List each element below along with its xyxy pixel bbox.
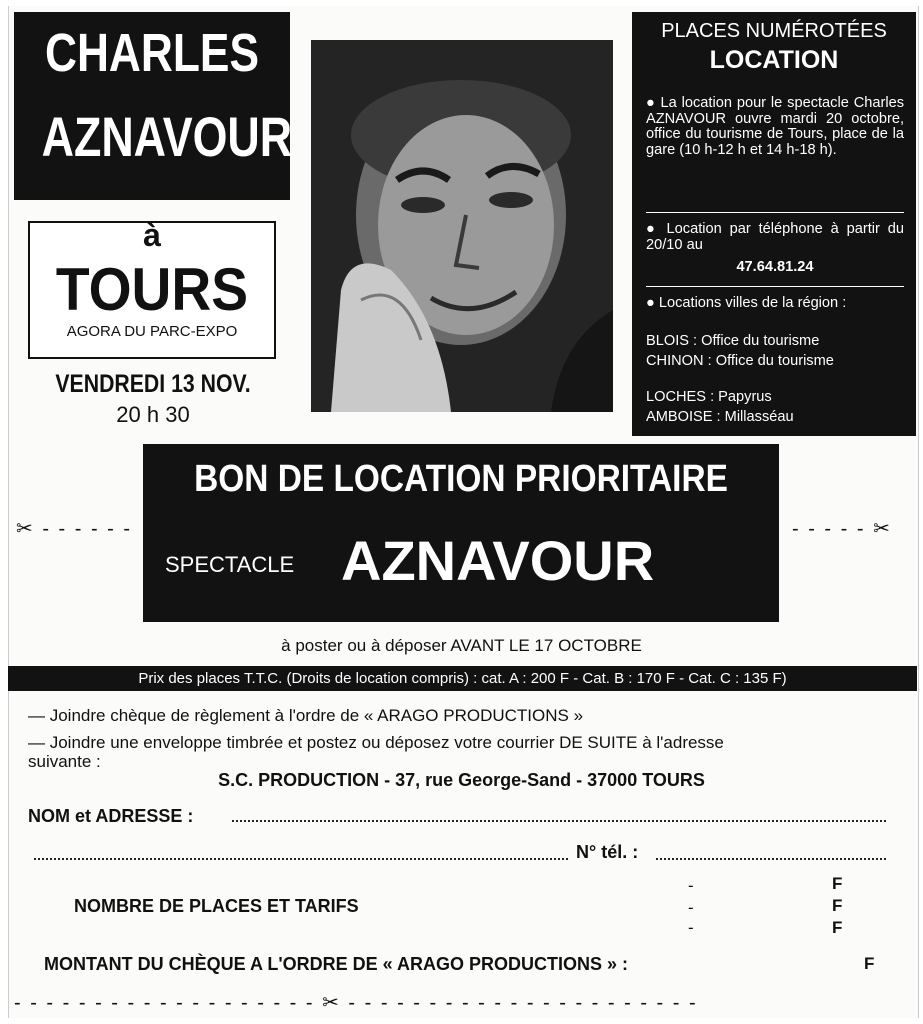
info-paragraph-region: ● Locations villes de la région : <box>646 295 847 311</box>
cut-line-left: ✂ - - - - - - <box>16 518 133 540</box>
info-phone-number: 47.64.81.24 <box>736 259 814 275</box>
postal-address: S.C. PRODUCTION - 37, rue George-Sand - 37000 TOURS <box>218 770 705 790</box>
deadline-text: à poster ou à déposer AVANT LE 17 OCTOBRE <box>281 636 642 655</box>
instruction-envelope: — Joindre une enveloppe timbrée et postez ou déposez votre courrier DE SUITE à l'adresse <box>28 733 724 752</box>
coupon-spectacle-label: SPECTACLE <box>165 552 295 577</box>
coupon-title: BON DE LOCATION PRIORITAIRE <box>194 458 728 500</box>
places-dash-2: - <box>688 898 694 917</box>
info-separator <box>646 286 904 287</box>
coupon-banner <box>143 444 779 622</box>
artist-header <box>14 12 293 200</box>
event-time: 20 h 30 <box>116 402 190 427</box>
name-address-label: NOM et ADRESSE : <box>28 806 194 826</box>
ticket-info-box <box>632 12 916 436</box>
phone-field[interactable] <box>656 856 886 860</box>
venue-preposition: à <box>143 217 161 253</box>
name-address-field[interactable] <box>232 818 886 822</box>
instruction-cheque: — Joindre chèque de règlement à l'ordre de « ARAGO PRODUCTIONS » <box>28 706 584 725</box>
artist-last-name: AZNAVOUR <box>41 105 293 168</box>
places-currency-1: F <box>832 874 843 893</box>
info-title-numbered-seats: PLACES NUMÉROTÉES <box>661 20 887 42</box>
places-dash-1: - <box>688 876 694 895</box>
info-title-location: LOCATION <box>709 46 839 74</box>
instruction-envelope-cont: suivante : <box>28 752 101 771</box>
phone-label: N° tél. : <box>576 842 639 862</box>
artist-photo <box>311 40 613 412</box>
info-city-chinon: CHINON : Office du tourisme <box>646 353 834 369</box>
address-field-line2[interactable] <box>34 856 568 860</box>
info-paragraph-phone: ● Location par téléphone à partir du 20/10 au <box>646 221 904 253</box>
cut-line-bottom: - - - - - - - - - - - - - - - - - - - ✂ - - - - - - - - - - - - - - - - - - - - - - <box>14 992 698 1014</box>
venue-city: TOURS <box>55 256 249 323</box>
venue-box <box>28 217 276 359</box>
info-city-blois: BLOIS : Office du tourisme <box>646 333 820 349</box>
info-paragraph-opening: ● La location pour le spectacle Charles AZNAVOUR ouvre mardi 20 octobre, office du tourisme de Tours, place de la gare (10 h-12 h et 14 h-18 h). <box>646 95 904 158</box>
venue-place: AGORA DU PARC-EXPO <box>66 323 238 340</box>
places-currency-2: F <box>832 896 843 915</box>
info-separator <box>646 212 904 213</box>
places-currency-3: F <box>832 918 843 937</box>
info-city-amboise: AMBOISE : Millasséau <box>646 409 794 425</box>
info-city-loches: LOCHES : Papyrus <box>646 389 772 405</box>
amount-currency: F <box>864 954 875 973</box>
amount-label: MONTANT DU CHÈQUE A L'ORDRE DE « ARAGO PRODUCTIONS » : <box>44 954 628 974</box>
places-label: NOMBRE DE PLACES ET TARIFS <box>74 896 359 916</box>
coupon-spectacle-name: AZNAVOUR <box>341 529 655 592</box>
cut-line-right: - - - - - ✂ <box>792 518 892 540</box>
event-date: VENDREDI 13 NOV. <box>55 370 251 398</box>
artist-first-name: CHARLES <box>44 23 260 83</box>
price-bar: Prix des places T.T.C. (Droits de location compris) : cat. A : 200 F - Cat. B : 170 F - Cat. C : 135 F) <box>8 666 917 691</box>
portrait-illustration <box>311 40 613 412</box>
places-dash-3: - <box>688 918 694 937</box>
